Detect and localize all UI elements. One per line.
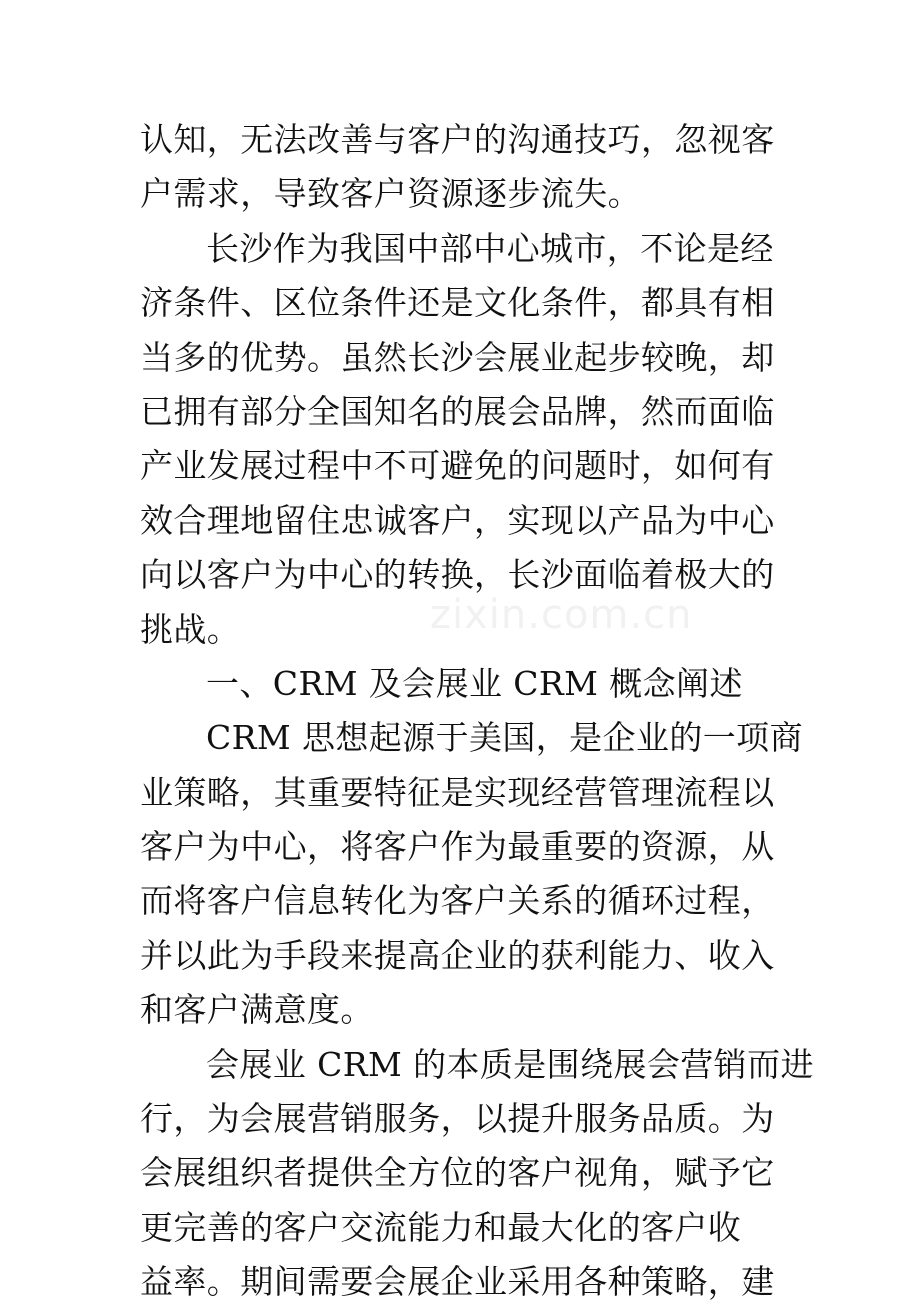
text-line: 客户为中心，将客户作为最重要的资源，从	[140, 827, 775, 867]
section-heading: 一、CRM 及会展业 CRM 概念阐述	[206, 663, 743, 703]
paragraph-start-line: CRM 思想起源于美国，是企业的一项商	[206, 718, 803, 758]
text-line: 济条件、区位条件还是文化条件，都具有相	[140, 283, 775, 323]
body-text	[140, 113, 814, 1310]
text-line: 效合理地留住忠诚客户，实现以产品为中心	[140, 500, 775, 540]
text-line: 当多的优势。虽然长沙会展业起步较晚，却	[140, 337, 775, 377]
paragraph-start-line: 会展业 CRM 的本质是围绕展会营销而进	[206, 1044, 814, 1084]
text-line: 向以客户为中心的转换，长沙面临着极大的	[140, 555, 775, 595]
text-line: 产业发展过程中不可避免的问题时，如何有	[140, 446, 775, 486]
text-line: 业策略，其重要特征是实现经营管理流程以	[140, 772, 775, 812]
text-line: 会展组织者提供全方位的客户视角，赋予它	[140, 1153, 775, 1193]
text-line: 认知，无法改善与客户的沟通技巧，忽视客	[140, 120, 775, 159]
text-line: 益率。期间需要会展企业采用各种策略，建	[140, 1262, 775, 1302]
watermark: zixin.com.cn	[430, 592, 693, 638]
text-line: 而将客户信息转化为客户关系的循环过程，	[140, 881, 775, 921]
text-line: 已拥有部分全国知名的展会品牌，然而面临	[140, 391, 775, 431]
text-line: 挑战。	[140, 609, 241, 649]
text-line: 更完善的客户交流能力和最大化的客户收	[140, 1207, 742, 1247]
text-line: 并以此为手段来提高企业的获利能力、收入	[140, 935, 775, 975]
text-line: 户需求，导致客户资源逐步流失。	[140, 174, 641, 214]
text-line: 行，为会展营销服务，以提升服务品质。为	[140, 1099, 775, 1139]
paragraph-start-line: 长沙作为我国中部中心城市，不论是经	[206, 228, 774, 268]
text-line: 和客户满意度。	[140, 990, 374, 1030]
